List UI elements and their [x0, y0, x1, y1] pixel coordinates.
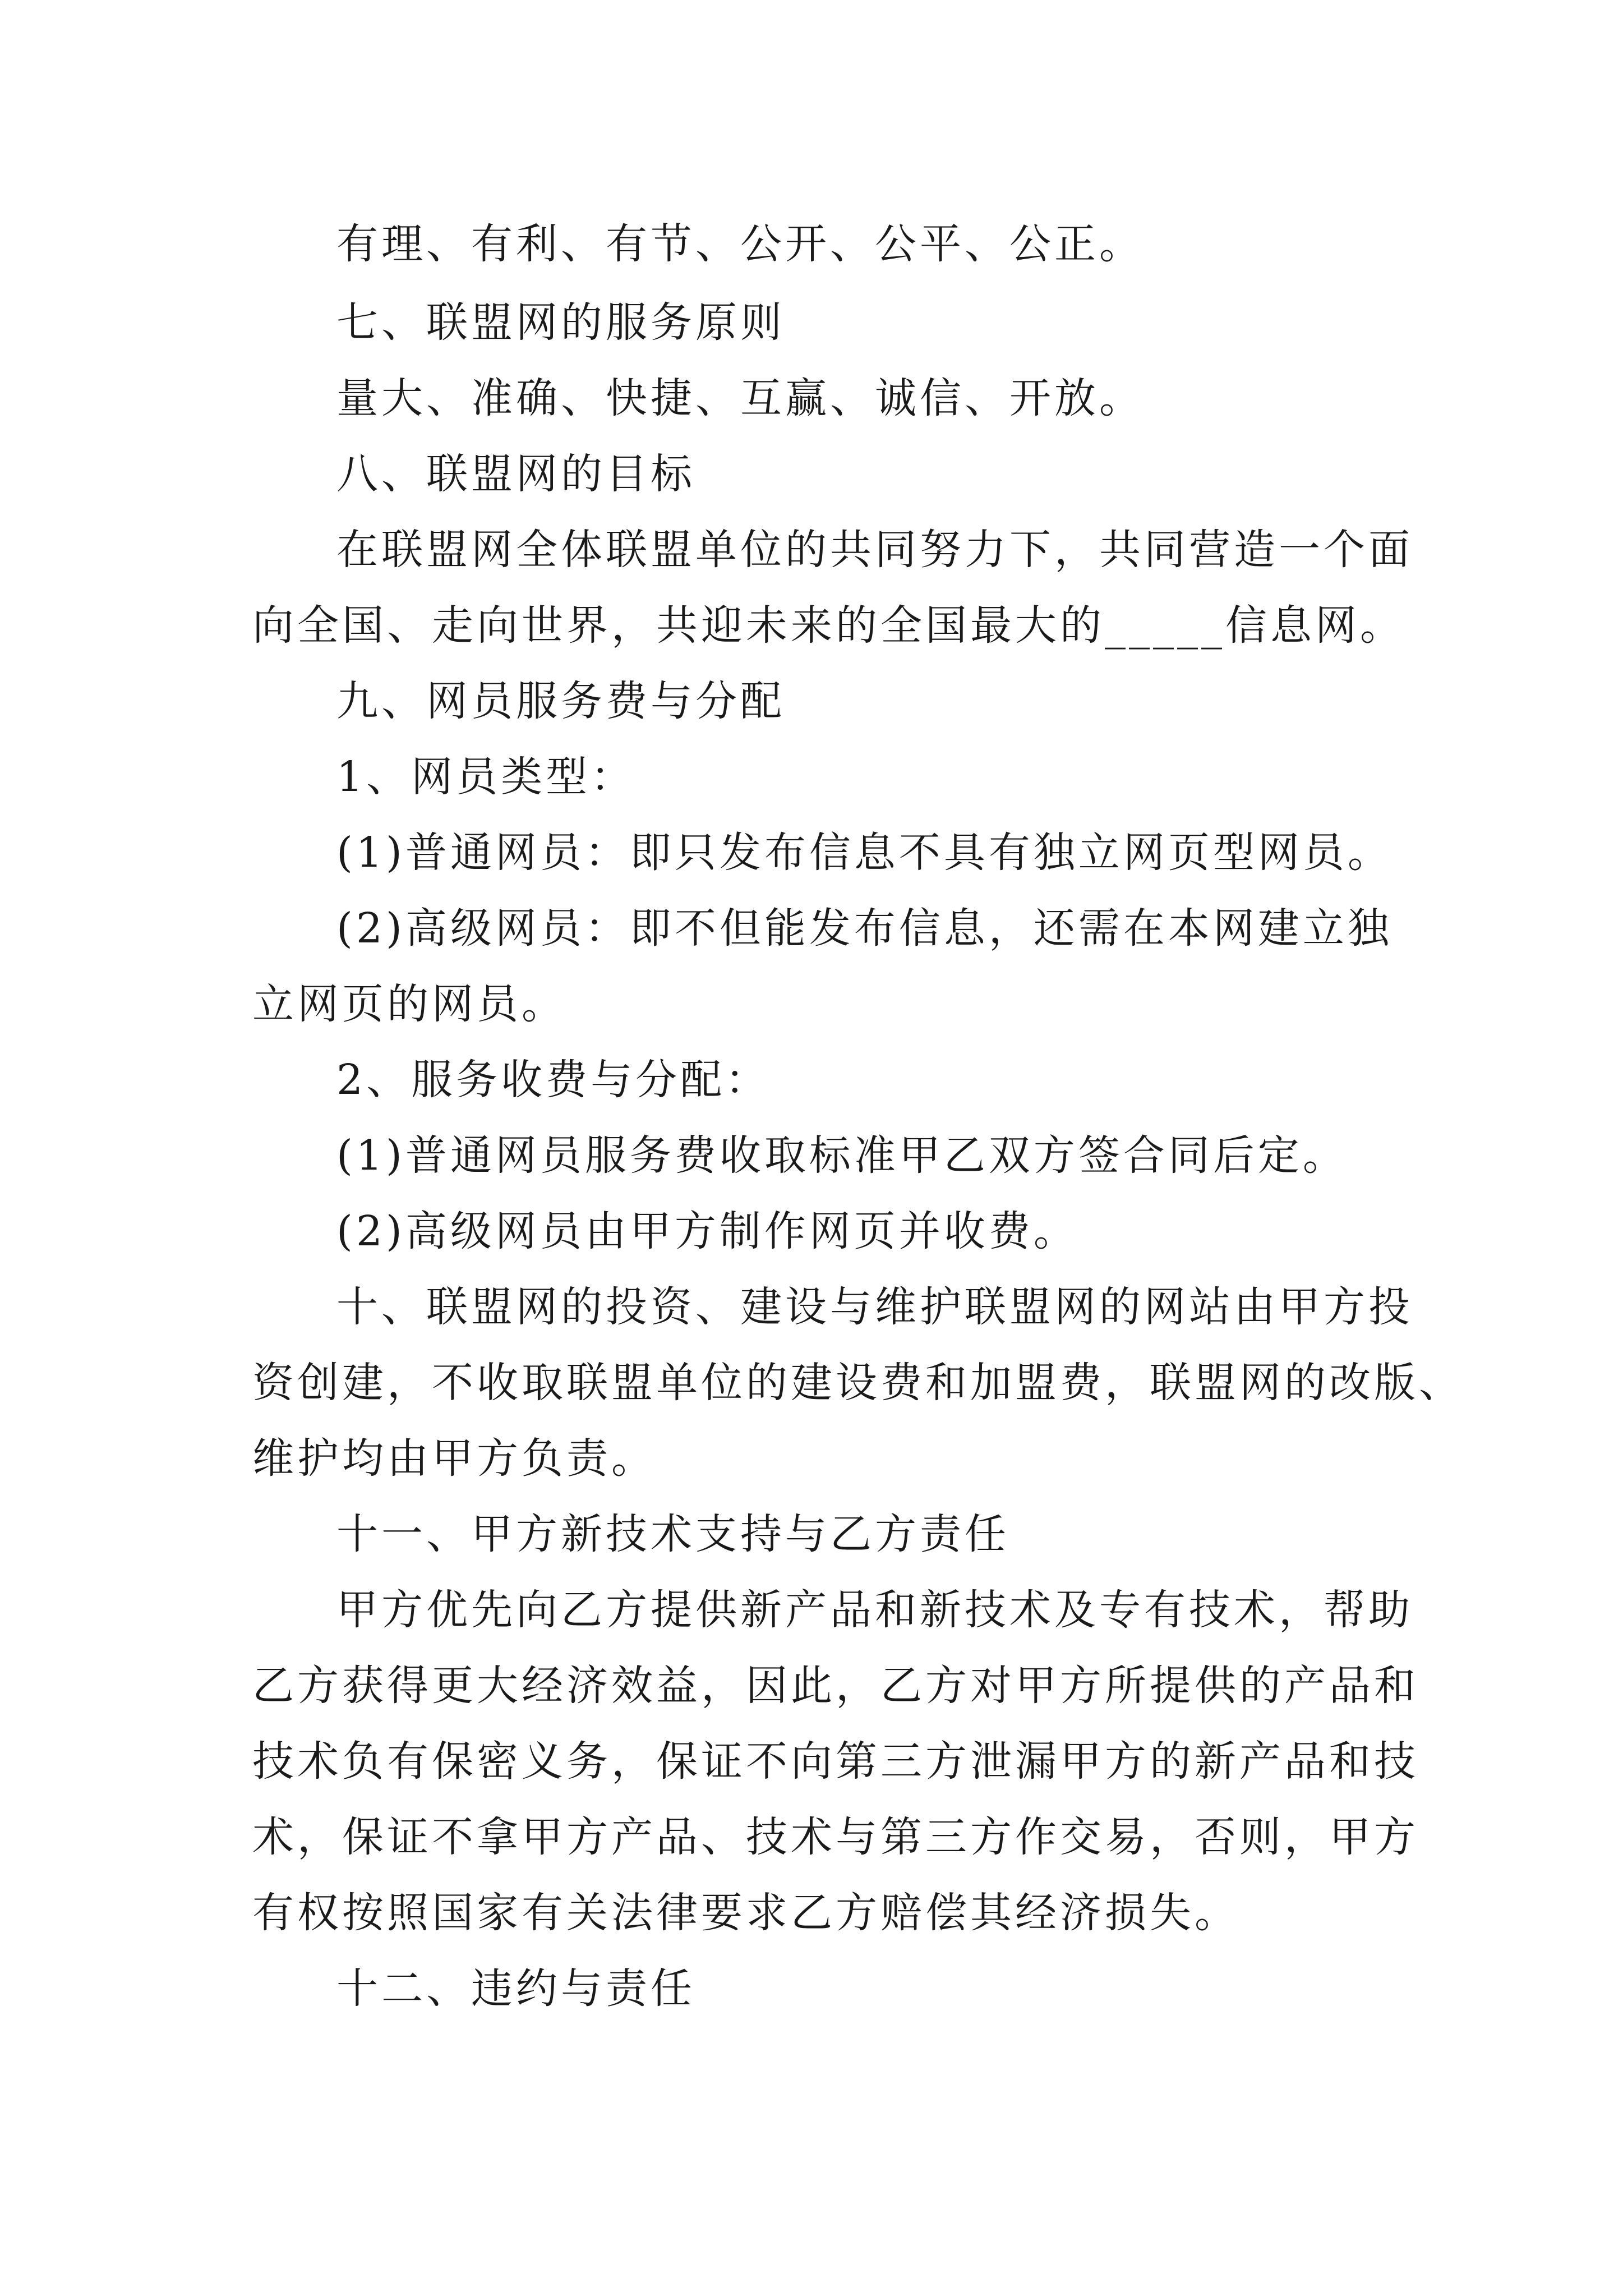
text-line: 在联盟网全体联盟单位的共同努力下，共同营造一个面 — [336, 526, 1413, 574]
section-heading: 九、网员服务费与分配 — [336, 677, 785, 725]
text-line: 术，保证不拿甲方产品、技术与第三方作交易，否则，甲方 — [252, 1813, 1419, 1861]
text-line: (1)普通网员：即只发布信息不具有独立网页型网员。 — [336, 829, 1393, 877]
text-line: (1)普通网员服务费收取标准甲乙双方签合同后定。 — [336, 1131, 1348, 1180]
text-line: 有理、有利、有节、公开、公平、公正。 — [336, 220, 1144, 268]
section-heading: 十、联盟网的投资、建设与维护联盟网的网站由甲方投 — [336, 1283, 1413, 1331]
text-line: 有权按照国家有关法律要求乙方赔偿其经济损失。 — [252, 1889, 1239, 1937]
text-line: (2)高级网员由甲方制作网页并收费。 — [336, 1207, 1078, 1255]
section-heading: 十二、违约与责任 — [336, 1964, 695, 2013]
text-line: 技术负有保密义务，保证不向第三方泄漏甲方的新产品和技 — [252, 1737, 1419, 1786]
text-line: 1、网员类型： — [336, 753, 636, 801]
text-line: 维护均由甲方负责。 — [252, 1434, 656, 1483]
text-line: 立网页的网员。 — [252, 980, 566, 1028]
text-line: 甲方优先向乙方提供新产品和新技术及专有技术，帮助 — [336, 1586, 1413, 1634]
section-heading: 七、联盟网的服务原则 — [336, 298, 785, 347]
text-line: 乙方获得更大经济效益，因此，乙方对甲方所提供的产品和 — [252, 1662, 1419, 1710]
text-line: 资创建，不收取联盟单位的建设费和加盟费，联盟网的改版、 — [252, 1359, 1464, 1407]
text-line: 量大、准确、快捷、互赢、诚信、开放。 — [336, 374, 1144, 422]
text-line: 向全国、走向世界，共迎未来的全国最大的_____信息网。 — [252, 601, 1405, 650]
section-heading: 十一、甲方新技术支持与乙方责任 — [336, 1510, 1009, 1558]
section-heading: 八、联盟网的目标 — [336, 450, 695, 498]
text-line: (2)高级网员：即不但能发布信息，还需在本网建立独 — [336, 904, 1393, 953]
text-line: 2、服务收费与分配： — [336, 1056, 771, 1104]
